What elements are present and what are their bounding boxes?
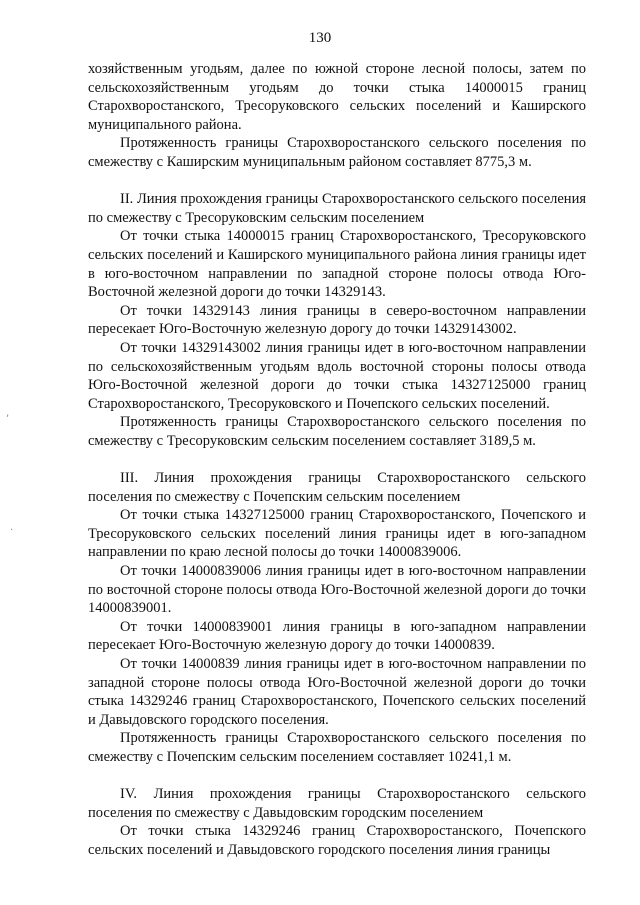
paragraph-length-pochepsky: Протяженность границы Старохворостанского сельского поселения по смежеству с Почепским сельским поселением составляет 10241,1 м.	[88, 730, 586, 765]
paragraph: От точки 14000839 линия границы идет в юго-восточном направлении по западной стороне полосы отвода Юго-Восточной железной дороги до точки стыка 14329246 границ Старохворостанского, Почепского сельских поселений и Давыдовского городского поселения.	[88, 656, 586, 728]
section-heading-iii: III. Линия прохождения границы Старохворостанского сельского поселения по смежеству с Почепским сельским поселением	[88, 470, 586, 505]
scan-margin-mark: ,	[6, 408, 10, 419]
paragraph: От точки стыка 14327125000 границ Старохворостанского, Почепского и Тресоруковского сельских поселений линия границы идет в юго-западном направлении по краю лесной полосы до точки 14000839006.	[88, 507, 586, 561]
paragraph-continuation: хозяйственным угодьям, далее по южной стороне лесной полосы, затем по сельскохозяйственным угодьям до точки стыка 14000015 границ Старохворостанского, Тресоруковского сельских поселений и Каширского муниципального района.	[88, 61, 586, 133]
paragraph-length-kashirsky: Протяженность границы Старохворостанского сельского поселения по смежеству с Каширским муниципальным районом составляет 8775,3 м.	[88, 135, 586, 170]
paragraph: От точки 14329143 линия границы в северо-восточном направлении пересекает Юго-Восточную железную дорогу до точки 14329143002.	[88, 302, 586, 338]
page-number: 130	[308, 30, 332, 46]
section-heading-iv: IV. Линия прохождения границы Старохворостанского сельского поселения по смежеству с Давыдовским городским поселением	[88, 786, 586, 821]
paragraph: От точки стыка 14000015 границ Старохворостанского, Тресоруковского сельских поселений и Каширского муниципального района линия границы идет в юго-восточном направлении по западной стороне полосы отвода Юго-Восточной железной дороги до точки 14329143.	[88, 228, 586, 301]
paragraph: От точки 14329143002 линия границы идет в юго-восточном направлении по сельскохозяйственным угодьям вдоль восточной стороны полосы отвода Юго-Восточной железной дороги до точки стыка 14327125000 границ Старохворостанского, Тресоруковского и Почепского сельских поселений.	[88, 339, 586, 412]
paragraph: От точки 14000839006 линия границы идет в юго-восточном направлении по восточной стороне полосы отвода Юго-Восточной железной дороги до точки 14000839001.	[88, 563, 586, 617]
paragraph: От точки 14000839001 линия границы в юго-западном направлении пересекает Юго-Восточную железную дорогу до точки 14000839.	[88, 618, 586, 654]
document-body	[88, 60, 586, 860]
scan-margin-mark: .	[10, 522, 14, 533]
paragraph: От точки стыка 14329246 границ Старохворостанского, Почепского сельских поселений и Давыдовского городского поселения линия границы	[88, 823, 586, 858]
section-heading-ii: II. Линия прохождения границы Старохворостанского сельского поселения по смежеству с Тресоруковским сельским поселением	[88, 191, 586, 226]
section-spacer	[88, 767, 586, 786]
paragraph-length-tresorukovsky: Протяженность границы Старохворостанского сельского поселения по смежеству с Тресоруковским сельским поселением составляет 3189,5 м.	[88, 414, 586, 449]
section-spacer	[88, 172, 586, 191]
section-spacer	[88, 450, 586, 469]
